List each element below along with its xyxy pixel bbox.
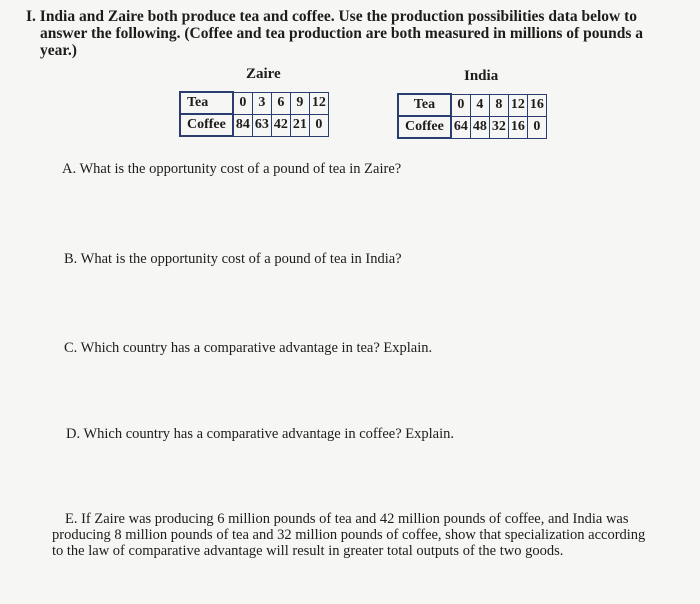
question-e-line-1: E. If Zaire was producing 6 million pounds of tea and 42 million pounds of coffee, and India was [65,511,629,527]
table-cell: 0 [527,116,546,138]
table-cell: 0 [309,114,328,136]
table-cell: 16 [508,116,527,138]
table-cell: 9 [290,92,309,114]
table-row [180,114,328,136]
india-title: India [464,68,499,84]
table-cell: 3 [252,92,271,114]
table-cell: 8 [489,94,508,116]
india-table [397,93,547,139]
table-row [180,92,328,114]
row-label-tea: Tea [398,94,451,116]
table-cell: 12 [508,94,527,116]
table-cell: 4 [470,94,489,116]
table-cell: 6 [271,92,290,114]
row-label-coffee: Coffee [398,116,451,138]
problem-intro [26,8,676,59]
table-cell: 42 [271,114,290,136]
intro-line-3: year.) [40,42,77,59]
question-c: C. Which country has a comparative advantage in tea? Explain. [64,340,433,356]
question-e-line-2: producing 8 million pounds of tea and 32 million pounds of coffee, show that specialization according [52,527,646,543]
question-a: A. What is the opportunity cost of a pound of tea in Zaire? [62,161,402,177]
table-cell: 32 [489,116,508,138]
zaire-title: Zaire [246,66,281,82]
table-cell: 0 [451,94,471,116]
table-cell: 12 [309,92,328,114]
table-cell: 16 [527,94,546,116]
table-cell: 64 [451,116,471,138]
table-row [398,116,546,138]
table-cell: 21 [290,114,309,136]
table-row [398,94,546,116]
table-cell: 48 [470,116,489,138]
question-b: B. What is the opportunity cost of a pound of tea in India? [64,251,402,267]
intro-line-1: I. India and Zaire both produce tea and coffee. Use the production possibilities data below to [26,8,638,25]
row-label-tea: Tea [180,92,233,114]
question-e [52,511,672,559]
zaire-table [179,91,329,137]
intro-line-2: answer the following. (Coffee and tea production are both measured in millions of pounds a [40,25,643,42]
table-cell: 84 [233,114,253,136]
table-cell: 0 [233,92,253,114]
row-label-coffee: Coffee [180,114,233,136]
table-cell: 63 [252,114,271,136]
question-d: D. Which country has a comparative advantage in coffee? Explain. [66,426,454,442]
question-e-line-3: to the law of comparative advantage will result in greater total outputs of the two goods. [52,543,564,559]
